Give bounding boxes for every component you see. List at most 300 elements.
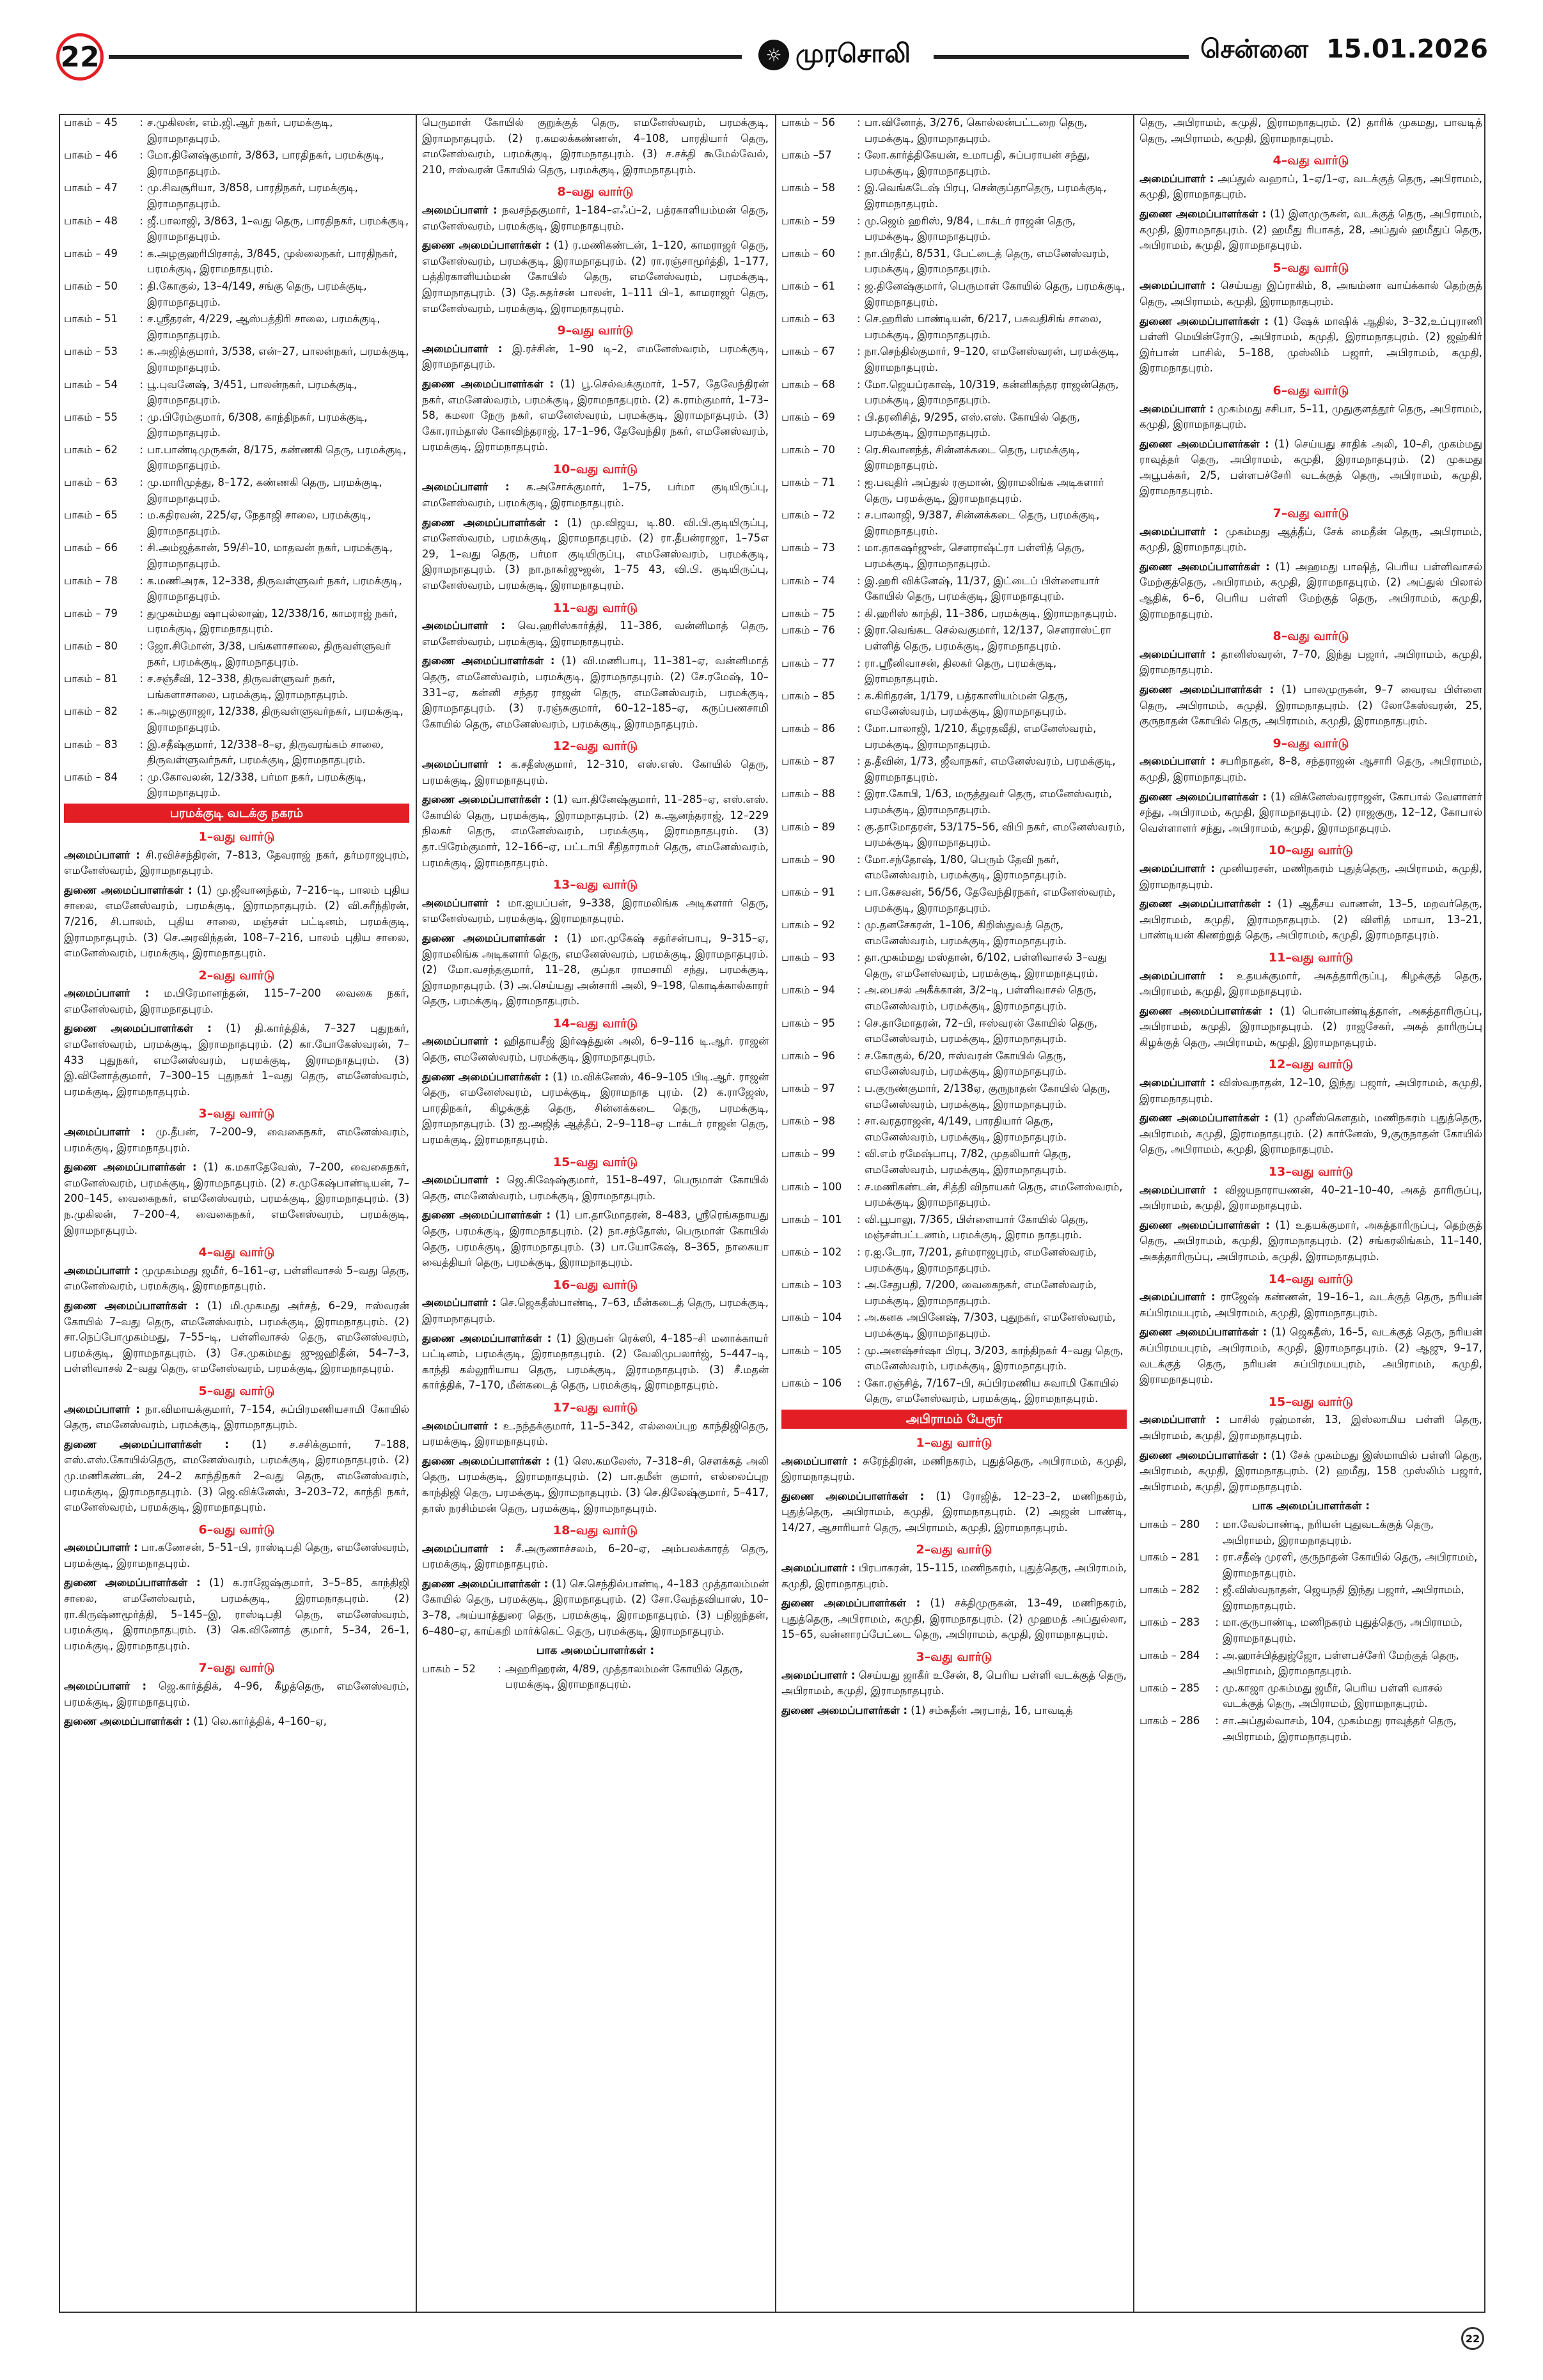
organizer-label: அமைப்பாளர் : xyxy=(422,896,501,909)
ward-heading: 12–வது வார்டு xyxy=(1268,1057,1354,1072)
bagam-row xyxy=(781,786,1127,818)
colon-separator: : xyxy=(857,574,861,587)
bagam-row xyxy=(64,671,409,703)
deputy-organizers-entry xyxy=(1140,1325,1482,1387)
organizer-label: அமைப்பாளர் : xyxy=(422,481,510,494)
colon-separator: : xyxy=(857,853,861,866)
bagam-row xyxy=(64,606,409,637)
bagam-text: கோ.ரஞ்சித், 7/167–பி, சுப்பிரமணிய சுவாமி கோயில் தெரு, எமனேஸ்வரம், பரமக்குடி, இராமநாதபுரம். xyxy=(865,1376,1119,1405)
colon-separator: : xyxy=(857,476,861,489)
colon-separator: : xyxy=(857,1115,861,1128)
bagam-label: பாகம் – 59 xyxy=(781,214,835,227)
deputy-label: துணை அமைப்பாளர்கள் : xyxy=(422,516,559,529)
colon-separator: : xyxy=(857,1344,861,1357)
bagam-label: பாகம் – 97 xyxy=(781,1082,835,1095)
organizer-entry xyxy=(64,1540,409,1571)
deputy-text: (1) லெ.கார்த்திக், 4–160–ஏ, xyxy=(190,1715,327,1728)
deputy-label: துணை அமைப்பாளர்கள் : xyxy=(1140,560,1270,573)
ward-heading: 7–வது வார்டு xyxy=(198,1661,275,1676)
organizer-text: அப்துல் வஹாப், 1–ஏ/1–ஏ, வடக்குத் தெரு, அபிராமம், கமுதி, இராமநாதபுரம். xyxy=(1140,172,1482,201)
bagam-label: பாகம் – 73 xyxy=(781,541,835,554)
colon-separator: : xyxy=(857,885,861,898)
deputy-label: துணை அமைப்பாளர்கள் : xyxy=(422,1209,551,1222)
bagam-text: இ.ஹரி விக்னேஷ், 11/37, இட்டைப் பிள்ளையார் கோயில் தெரு, பரமக்குடி, இராமநாதபுரம். xyxy=(865,574,1100,603)
bagam-row xyxy=(64,214,409,245)
deputy-organizers-entry xyxy=(422,238,769,316)
bagam-row xyxy=(781,508,1127,539)
bagam-label: பாகம் – 60 xyxy=(781,247,835,260)
organizer-label: அமைப்பாளர் : xyxy=(1140,755,1216,768)
bagam-text: ச.பாலாஜி, 9/387, சின்னக்கடை தெரு, பரமக்குடி, இராமநாதபுரம். xyxy=(865,509,1100,537)
bagam-label: பாகம் – 70 xyxy=(781,443,835,456)
bagam-row xyxy=(64,573,409,605)
bagam-text: ஜ.தினேஷ்குமார், பெருமாள் கோயில் தெரு, பரமக்குடி, இராமநாதபுரம். xyxy=(865,279,1125,308)
bagam-text: இரா.வெங்கட செல்வகுமார், 12/137, சௌராஸ்ட்ரா பள்ளித் தெரு, பரமக்குடி, இராமநாதபுரம். xyxy=(865,624,1111,652)
ward-heading: 9–வது வார்டு xyxy=(557,323,634,338)
bagam-label: பாகம் – 63 xyxy=(781,313,835,325)
column-divider xyxy=(775,115,776,2312)
bagam-text: செ.ஹரிஸ் பாண்டியன், 6/217, பசுவதிசிங் சாலை, பரமக்குடி, இராமநாதபுரம். xyxy=(865,313,1102,341)
deputy-text: (1) தி.கார்த்திக், 7–327 புதுநகர், எமனேஸ்வரம், பரமக்குடி, இராமநாதபுரம். (2) கா.யோகேஸ்வரன், 7–433 புதுநகர், எமனேஸ்வரம், பரமக்குடி, இராமநாதபுரம். (3) இ.வினோத்குமார், 7–300–15 புதுநகர் 1–வது தெரு, எமனேஸ்வரம், பரமக்குடி, இராமநாதபுரம். xyxy=(64,1022,409,1098)
bagam-row xyxy=(64,508,409,539)
bagam-label: பாகம் – 82 xyxy=(64,705,118,718)
bagam-row xyxy=(64,442,409,474)
organizer-entry xyxy=(64,986,409,1017)
colon-separator: : xyxy=(857,1147,861,1160)
bagam-label: பாகம் – 282 xyxy=(1140,1583,1200,1596)
bagam-text: மா.வேல்பாண்டி, நரியன் புதுவடக்குத் தெரு, அபிராமம், இராமநாதபுரம். xyxy=(1223,1518,1434,1546)
deputy-organizers-entry xyxy=(422,515,769,594)
bagam-row xyxy=(781,606,1127,622)
organizer-text: தானிஸ்வரன், 7–70, இந்து பஜார், அபிராமம், கமுதி, இராமநாதபுரம். xyxy=(1140,648,1482,676)
colon-separator: : xyxy=(857,1049,861,1062)
colon-separator: : xyxy=(857,1311,861,1324)
bagam-row xyxy=(781,377,1127,408)
organizer-entry xyxy=(1140,647,1482,678)
bagam-text: க.அழகுஹரிபிரசாத், 3/845, முல்லைநகர், பாரதிநகர், பரமக்குடி, இராமநாதபுரம். xyxy=(147,247,398,276)
organizer-entry xyxy=(422,1172,769,1204)
deputy-text: (1) க.ராஜேஷ்குமார், 3–5–85, காந்திஜி சாலை, எமனேஸ்வரம், பரமக்குடி, இராமநாதபுரம். (2) ரா.கிருஷ்ணமூர்த்தி, 5–145–இ, ராஸ்டிபதி தெரு, எமனேஸ்வரம், பரமக்குடி, இராமநாதபுரம். (3) கெ.வினோத் குமார், 5–34, 26–1, பரமக்குடி, இராமநாதபுரம். xyxy=(64,1576,409,1652)
column-3 xyxy=(781,115,1127,2308)
organizer-entry xyxy=(64,1124,409,1156)
bagam-row xyxy=(1140,1648,1482,1679)
deputy-organizers-entry xyxy=(1140,437,1482,499)
bagam-label: பாகம் – 47 xyxy=(64,182,118,194)
bagam-text: மு.பிரேம்குமார், 6/308, காந்திநகர், பரமக்குடி, இராமநாதபுரம். xyxy=(147,410,368,439)
organizer-text: முமுகம்மது ஜமீர், 6–161–ஏ, பள்ளிவாசல் 5–வது தெரு, எமனேஸ்வரம், பரமக்குடி, இராமநாதபுரம். xyxy=(64,1264,409,1293)
organizer-entry xyxy=(422,341,769,373)
deputy-label: துணை அமைப்பாளர்கள் : xyxy=(422,793,549,806)
deputy-organizers-entry xyxy=(422,377,769,455)
ward-heading: 15–வது வார்டு xyxy=(552,1155,638,1169)
deputy-text: (1) மு.ஜீவானந்தம், 7–216–டி, பாலம் புதிய சாலை, எமனேஸ்வரம், பரமக்குடி, இராமநாதபுரம். (2) வி.சுரீந்திரன், 7/216, சி.பாலம், புதிய சாலை, மஞ்சள் பட்டினம், பரமக்குடி, இராமநாதபுரம். (3) செ.அரவிந்தன், 108–7–216, பாலம் புதிய சாலை, எமனேஸ்வரம், பரமக்குடி, இராமநாதபுரம். xyxy=(64,883,409,960)
bagam-row xyxy=(781,311,1127,343)
bagam-row xyxy=(1140,1550,1482,1581)
colon-separator: : xyxy=(857,279,861,292)
colon-separator: : xyxy=(857,214,861,227)
bagam-label: பாகம் – 84 xyxy=(64,770,118,783)
deputy-label: துணை அமைப்பாளர்கள் : xyxy=(1140,315,1269,327)
organizer-label: அமைப்பாளர் : xyxy=(1140,172,1214,185)
deputy-label: துணை அமைப்பாளர்கள் : xyxy=(422,655,555,667)
colon-separator: : xyxy=(857,509,861,522)
bagam-text: மோ.ஜெயப்ரகாஷ், 10/319, கன்னிகந்தர ராஜன்தெரு, பரமக்குடி, இராமநாதபுரம். xyxy=(865,378,1119,407)
bagam-row xyxy=(64,770,409,801)
bagam-section-title: பாக அமைப்பாளர்கள் : xyxy=(1251,1500,1370,1513)
bagam-row xyxy=(422,1661,769,1693)
bagam-label: பாகம் – 87 xyxy=(781,755,835,768)
deputy-label: துணை அமைப்பாளர்கள் : xyxy=(1140,1112,1269,1124)
ward-heading: 8–வது வார்டு xyxy=(1273,629,1349,644)
deputy-text: (1) மா.முகேஷ் சதர்சன்பாபு, 9–315–ஏ, இராமலிங்க அடிகளார் தெரு, எமனேஸ்வரம், பரமக்குடி, இராமநாதபுரம். (2) மோ.வசந்தகுமார், 11–28, குப்தா ராமசாமி சந்து, பரமக்குடி, இராமநாதபுரம். (3) அ.செய்யது அன்சாரி அலி, 9–198, கொடிக்கால்காரர் தெரு, பரமக்குடி, இராமநாதபுரம். xyxy=(422,931,769,1007)
bagam-text: ச.முகிலன், எம்.ஜி.ஆர் நகர், பரமக்குடி, இராமநாதபுரம். xyxy=(147,116,333,144)
organizer-label: அமைப்பாளர் : xyxy=(422,1035,498,1048)
bagam-label: பாகம் – 71 xyxy=(781,476,835,489)
organizer-label: அமைப்பாளர் : xyxy=(1140,1183,1218,1196)
organizer-label: அமைப்பாளர் : xyxy=(422,1542,505,1555)
deputy-text: (1) ச.சசிக்குமார், 7–188, எஸ்.எஸ்.கோயில்தெரு, எமனேஸ்வரம், பரமக்குடி, இராமநாதபுரம். (2) மு.மணிகண்டன், 24–2 காந்திநகர் 2–வது தெரு, எமனேஸ்வரம், பரமக்குடி, இராமநாதபுரம். (3) ஜெ.விக்னேஸ், 3–203–72, காந்தி நகர், எமனேஸ்வரம், பரமக்குடி, இராமநாதபுரம். xyxy=(64,1438,409,1514)
colon-separator: : xyxy=(139,574,143,587)
colon-separator: : xyxy=(1215,1681,1219,1694)
ward-heading: 1–வது வார்டு xyxy=(916,1435,992,1450)
ward-heading: 10–வது வார்டு xyxy=(1268,843,1354,858)
deputy-organizers-entry xyxy=(422,1331,769,1394)
organizer-text: க.அசோக்குமார், 1–75, பர்மா குடியிருப்பு, எமனேஸ்வரம், பரமக்குடி, இராமநாதபுரம். xyxy=(422,481,769,509)
organizer-label: அமைப்பாளர் : xyxy=(781,1454,858,1467)
bagam-label: பாகம் – 106 xyxy=(781,1376,842,1389)
bagam-row xyxy=(1140,1681,1482,1712)
bagam-text: மா.தாகஷர்ஜுன், சௌராஷ்ட்ரா பள்ளித் தெரு, பரமக்குடி, இராமநாதபுரம். xyxy=(865,541,1085,570)
bagam-row xyxy=(781,540,1127,572)
bagam-text: ரா.ஸ்ரீனிவாசன், திலகர் தெரு, பரமக்குடி, இராமநாதபுரம். xyxy=(865,657,1057,685)
deputy-label: துணை அமைப்பாளர்கள் : xyxy=(64,1022,212,1035)
colon-separator: : xyxy=(857,657,861,669)
bagam-text: கி.ஹரிஸ் காந்தி, 11–386, பரமக்குடி, இராமநாதபுரம். xyxy=(865,607,1117,619)
bagam-text: ரெ.சிவானந்த், சின்னக்கடை தெரு, பரமக்குடி, இராமநாதபுரம். xyxy=(865,443,1080,472)
deputy-text: (1) அஹமது பாஷித், பெரிய பள்ளிவாசல் மேற்குத்தெரு, அபிராமம், கமுதி, இராமநாதபுரம். (2) அப்துல் பிலால் ஆதிக், 6–6, பெரிய பள்ளி மேற்குத் தெரு, அபிராமம், கமுதி, இராமநாதபுரம். xyxy=(1140,560,1482,620)
colon-separator: : xyxy=(1215,1518,1219,1530)
organizer-label: அமைப்பாளர் : xyxy=(1140,1077,1215,1089)
bagam-label: பாகம் – 96 xyxy=(781,1049,835,1062)
bagam-row xyxy=(781,246,1127,277)
organizer-entry xyxy=(64,1402,409,1433)
bagam-row xyxy=(64,540,409,572)
deputy-organizers-entry xyxy=(64,1714,409,1730)
bagam-label: பாகம் – 69 xyxy=(781,410,835,423)
bagam-row xyxy=(781,1310,1127,1341)
bagam-row xyxy=(64,639,409,670)
deputy-label: துணை அமைப்பாளர்கள் : xyxy=(422,1332,552,1344)
bagam-text: மு.காஜா முகம்மது ஜமீர், பெரிய பள்ளி வாசல் வடக்குத் தெரு, அபிராமம், இராமநாதபுரம். xyxy=(1223,1681,1443,1710)
deputy-label: துணை அமைப்பாளர்கள் : xyxy=(1140,207,1267,220)
organizer-entry xyxy=(1140,968,1482,1000)
bagam-label: பாகம் – 93 xyxy=(781,951,835,964)
deputy-text: (1) பூ.செல்வக்குமார், 1–57, தேவேந்திரன் நகர், எமனேஸ்வரம், பரமக்குடி, இராமநாதபுரம். (2) க.ராம்குமார், 1–73–58, கமலா நேரு நகர், எமனேஸ்வரம், பரமக்குடி, இராமநாதபுரம். (3) கோ.ராம்தாஸ் கோவிந்தராஜ், 17–1–96, தேவேந்திர நகர், எமனேஸ்வரம், பரமக்குடி, இராமநாதபுரம். xyxy=(422,377,769,453)
bagam-text: ஐ.பவுதிர் அப்துல் ரகுமான், இராமலிங்க அடிகளார் தெரு, பரமக்குடி, இராமநாதபுரம். xyxy=(865,476,1104,504)
bagam-row xyxy=(1140,1713,1482,1745)
bagam-text: ரா.சதீஷ் முரளி, குருநாதன் கோயில் தெரு, அபிராமம், இராமநாதபுரம். xyxy=(1223,1551,1478,1579)
bagam-row xyxy=(781,656,1127,687)
deputy-label: துணை அமைப்பாளர்கள் : xyxy=(64,883,192,896)
bagam-row xyxy=(64,246,409,277)
bagam-text: பா.கேசவன், 56/56, தேவேந்திரநகர், எமனேஸ்வரம், பரமக்குடி, இராமநாதபுரம். xyxy=(865,885,1116,914)
organizer-label: அமைப்பாளர் : xyxy=(422,342,503,355)
organizer-text: வெ.ஹரிஸ்கார்த்தி, 11–386, வன்னிமாத் தெரு, எமனேஸ்வரம், பரமக்குடி, இராமநாதபுரம். xyxy=(422,619,769,648)
organizer-entry xyxy=(1140,278,1482,309)
bagam-row xyxy=(781,885,1127,916)
bagam-label: பாகம் – 81 xyxy=(64,673,118,685)
section-title-abiramam: அபிராமம் பேரூர் xyxy=(781,1410,1127,1429)
organizer-text: பிரபாகரன், 15–115, மணிநகரம், புதுத்தெரு, அபிராமம், கமுதி, இராமநாதபுரம். xyxy=(781,1562,1127,1590)
colon-separator: : xyxy=(1215,1551,1219,1564)
colon-separator: : xyxy=(1215,1583,1219,1596)
column-1 xyxy=(64,115,409,2308)
bagam-text: மோ.சந்தோஷ், 1/80, பெரும் தேவி நகர், எமனேஸ்வரம், பரமக்குடி, இராமநாதபுரம். xyxy=(865,853,1067,882)
bagam-row xyxy=(64,148,409,179)
bagam-text: ச.கோகுல், 6/20, ஈஸ்வரன் கோயில் தெரு, எமனேஸ்வரம், பரமக்குடி, இராமநாதபுரம். xyxy=(865,1049,1067,1078)
deputy-organizers-entry xyxy=(1140,206,1482,254)
organizer-label: அமைப்பாளர் : xyxy=(1140,525,1218,538)
bagam-label: பாகம் – 98 xyxy=(781,1115,835,1128)
bagam-row xyxy=(781,1146,1127,1178)
colon-separator: : xyxy=(139,476,143,489)
bagam-text: அ.பைசல் அகீக்கான், 3/2–டி, பள்ளிவாசல் தெரு, எமனேஸ்வரம், பரமக்குடி, இராமநாதபுரம். xyxy=(865,984,1097,1013)
organizer-entry xyxy=(1140,1183,1482,1214)
bagam-text: மா.குருபாண்டி, மணிநகரம் புதுத்தெரு, அபிராமம், இராமநாதபுரம். xyxy=(1223,1616,1463,1645)
edition-info xyxy=(1189,35,1488,67)
bagam-text: மு.மாரிமுத்து, 8–172, கண்ணகி தெரு, பரமக்குடி, இராமநாதபுரம். xyxy=(147,476,382,504)
deputy-text: (1) க.மகாதேவேஸ், 7–200, வைகைநகர், எமனேஸ்வரம், பரமக்குடி, இராமநாதபுரம். (2) ச.முகேஷ்பாண்டியன், 7–200–145, வைகைநகர், எமனேஸ்வரம், பரமக்குடி, இராமநாதபுரம். (3) ந.முகிலன், 7–200–4, வைகைநகர், எமனேஸ்வரம், பரமக்குடி, இராமநாதபுரம். xyxy=(64,1161,409,1236)
bagam-text: துமுகம்மது ஷாபுல்லாஹ், 12/338/16, காமராஜ் நகர், பரமக்குடி, இராமநாதபுரம். xyxy=(147,607,398,635)
column-2 xyxy=(422,115,769,2308)
organizer-entry xyxy=(781,1668,1127,1699)
deputy-label: துணை அமைப்பாளர்கள் : xyxy=(64,1299,200,1312)
bagam-row xyxy=(781,1048,1127,1080)
deputy-text: (1) ரோஜித், 12–23–2, மணிநகரம், புதுத்தெரு, அபிராமம், கமுதி, இராமநாதபுரம். (2) அஜன் பாண்டி, 14/27, ஆசாரியார் தெரு, அபிராமம், கமுதி, இராமநாதபுரம். xyxy=(781,1489,1127,1534)
colon-separator: : xyxy=(857,378,861,391)
organizer-text: ஜெ.கிஷேஷ்குமார், 151–8–497, பெருமாள் கோயில் தெரு, எமனேஸ்வரம், பரமக்குடி, இராமநாதபுரம். xyxy=(422,1174,769,1202)
bagam-label: பாகம் – 79 xyxy=(64,607,118,619)
deputy-label: துணை அமைப்பாளர்கள் : xyxy=(422,1070,549,1083)
bagam-text: அ.ஹாச்பித்துஜ்ஜோ, பள்ளபச்சேரி மேற்குத் தெரு, அபிராமம், இராமநாதபுரம். xyxy=(1223,1649,1459,1677)
deputy-text: (1) ஸெ.கமலேஸ், 7–318–சி, சௌக்கத் அலி தெரு, பரமக்குடி, இராமநாதபுரம். (2) பா.தமீன் குமார், எல்லைப்புற காந்திஜி தெரு, பரமக்குடி, இராமநாதபுரம். (3) செ.திலேஷ்குமார், 5–417, தாஸ் நரசிம்மன் தெரு, பரமக்குடி, இராமநாதபுரம். xyxy=(422,1454,769,1514)
bagam-label: பாகம் – 46 xyxy=(64,149,118,162)
bagam-text: செ.தாமோதரன், 72–பி, ஈஸ்வரன் கோயில் தெரு, எமனேஸ்வரம், பரமக்குடி, இராமநாதபுரம். xyxy=(865,1016,1098,1045)
deputy-text: (1) மி.முகமது அர்சத், 6–29, ஈஸ்வரன் கோயில் 7–வது தெரு, எமனேஸ்வரம், பரமக்குடி, இராமநாதபுரம். (2) சா.நெப்போமுகம்மது, 7–55–டி, பள்ளிவாசல் தெரு, எமனேஸ்வரம், பரமக்குடி, இராமநாதபுரம். (3) சே.முகம்மது ஜுஜஹிதீன், 54–7–3, பள்ளிவாசல் 2–வது தெரு, எமனேஸ்வரம், பரமக்குடி, இராமநாதபுரம். xyxy=(64,1299,409,1375)
deputy-organizers-entry xyxy=(1140,682,1482,729)
bagam-row xyxy=(64,180,409,212)
bagam-text: க.மணிஅரசு, 12–338, திருவள்ளுவர் நகர், பரமக்குடி, இராமநாதபுரம். xyxy=(147,574,402,603)
bagam-text: மு.ஜெம் ஹரிஸ், 9/84, டாக்டர் ராஜன் தெரு, பரமக்குடி, இராமநாதபுரம். xyxy=(865,214,1076,243)
ward-heading: 1–வது வார்டு xyxy=(198,829,275,844)
colon-separator: : xyxy=(857,247,861,260)
ward-heading: 4–வது வார்டு xyxy=(198,1245,275,1260)
ward-heading: 11–வது வார்டு xyxy=(552,600,638,615)
colon-separator: : xyxy=(857,1213,861,1225)
organizer-text: முகம்மது சசிபா, 5–11, முதுகுளத்தூர் தெரு, அபிராமம், கமுதி, இராமநாதபுரம். xyxy=(1140,402,1482,431)
edition-date: 15.01.2026 xyxy=(1326,35,1488,64)
deputy-text: (1) ஜெகதீஸ், 16–5, வடக்குத் தெரு, நரியன் சுப்பிரமயபுரம், அபிராமம், கமுதி, இராமநாதபுரம். (2) ஆஜு, 9–17, வடக்குத் தெரு, நரியன் சுப்பிரமயபுரம், அபிராமம், கமுதி, இராமநாதபுரம். xyxy=(1140,1326,1482,1386)
colon-separator: : xyxy=(139,116,143,128)
bagam-text: மு.கோவலன், 12/338, பர்மா நகர், பரமக்குடி, இராமநாதபுரம். xyxy=(147,770,366,799)
ward-heading: 16–வது வார்டு xyxy=(552,1277,638,1292)
organizer-entry xyxy=(422,203,769,234)
deputy-organizers-entry xyxy=(64,1021,409,1100)
bagam-text: இ.வெங்கடேஷ் பிரபு, சென்குப்தாதெரு, பரமக்குடி, இராமநாதபுரம். xyxy=(865,182,1107,210)
bagam-label: பாகம் – 54 xyxy=(64,378,118,391)
bagam-row xyxy=(781,950,1127,981)
bagam-label: பாகம் – 86 xyxy=(781,722,835,735)
bagam-label: பாகம் – 91 xyxy=(781,885,835,898)
colon-separator: : xyxy=(857,410,861,423)
deputy-label: துணை அமைப்பாளர்கள் : xyxy=(422,377,554,390)
sun-emblem-icon: ☼ xyxy=(758,40,789,70)
bagam-text: ச.ஸ்ரீதரன், 4/229, ஆஸ்பத்திரி சாலை, பரமக்குடி, இராமநாதபுரம். xyxy=(147,313,380,341)
bagam-label: பாகம் – 61 xyxy=(781,279,835,292)
colon-separator: : xyxy=(857,1279,861,1291)
ward-heading: 5–வது வார்டு xyxy=(1273,260,1349,275)
bagam-row xyxy=(64,704,409,735)
organizer-entry xyxy=(1140,1412,1482,1443)
colon-separator: : xyxy=(139,738,143,751)
colon-separator: : xyxy=(139,640,143,652)
bagam-row xyxy=(64,279,409,310)
bagam-label: பாகம் – 280 xyxy=(1140,1518,1200,1530)
bagam-label: பாகம் – 99 xyxy=(781,1147,835,1160)
deputy-organizers-entry xyxy=(422,653,769,732)
colon-separator: : xyxy=(857,624,861,637)
colon-separator: : xyxy=(857,1082,861,1095)
bagam-text: பூ.புவனேஷ், 3/451, பாலன்நகர், பரமக்குடி, இராமநாதபுரம். xyxy=(147,378,357,407)
bagam-row xyxy=(781,148,1127,179)
bagam-label: பாகம் – 48 xyxy=(64,214,118,227)
deputy-organizers-entry xyxy=(1140,789,1482,837)
bagam-text: சா.அப்துல்வாசம், 104, முகம்மது ராவுத்தர் தெரு, அபிராமம், இராமநாதபுரம். xyxy=(1223,1715,1457,1743)
organizer-entry xyxy=(64,848,409,879)
bagam-text: பி.தரனிசித், 9/295, எஸ்.எஸ். கோயில் தெரு, பரமக்குடி, இராமநாதபுரம். xyxy=(865,410,1081,439)
bagam-row xyxy=(64,737,409,768)
continued-text: பெருமாள் கோயில் குறுக்குத் தெரு, எமனேஸ்வரம், பரமக்குடி, இராமநாதபுரம். (2) ர.கமலக்கண்ணன், 4–108, பாரதியார் தெரு, எமனேஸ்வரம், பரமக்குடி, இராமநாதபுரம். (3) ச.சக்தி கூமேல்வேல், 210, ஈஸ்வரன் கோயில் தெரு, பரமக்குடி, இராமநாதபுரம். xyxy=(422,116,769,176)
bagam-label: பாகம் – 68 xyxy=(781,378,835,391)
ward-heading: 12–வது வார்டு xyxy=(552,739,638,754)
organizer-text: உ.நந்தக்குமார், 11–5–342, எல்லைப்புற காந்திஜிதெரு, பரமக்குடி, இராமநாதபுரம். xyxy=(422,1419,769,1448)
deputy-label: துணை அமைப்பாளர்கள் : xyxy=(1140,1218,1270,1231)
bagam-label: பாகம் – 66 xyxy=(64,541,118,554)
deputy-organizers-entry xyxy=(1140,1110,1482,1158)
deputy-text: (1) இருபன் ரெக்ஸி, 4–185–சி மனாக்காயர் பட்டினம், பரமக்குடி, இராமநாதபுரம். (2) வேலிமுபலார்ஜ், 5–447–டி, காந்தி கல்லூரியாய தெரு, பரமக்குடி, இராமநாதபுரம். (3) சீ.மதன் கார்த்திக், 7–170, மீன்கடைத் தெரு, பரமக்குடி, இராமநாதபுரம். xyxy=(422,1332,769,1392)
colon-separator: : xyxy=(139,182,143,194)
bagam-label: பாகம் – 89 xyxy=(781,820,835,833)
ward-heading: 10–வது வார்டு xyxy=(552,462,638,476)
organizer-text: பாசில் ரஹ்மான், 13, இஸ்லாமிய பள்ளி தெரு, அபிராமம், கமுதி, இராமநாதபுரம். xyxy=(1140,1413,1482,1442)
organizer-text: விஸ்வநாதன், 12–10, இந்து பஜார், அபிராமம், கமுதி, இராமநாதபுரம். xyxy=(1140,1077,1482,1105)
footer-page-number: 22 xyxy=(1461,2327,1484,2350)
colon-separator: : xyxy=(857,1376,861,1389)
bagam-row xyxy=(781,1376,1127,1407)
deputy-label: துணை அமைப்பாளர்கள் : xyxy=(422,1577,549,1590)
organizer-entry xyxy=(1140,1289,1482,1321)
organizer-text: சீ.அருணாச்சலம், 6–20–ஏ, அம்பலக்காரத் தெரு, பரமக்குடி, இராமநாதபுரம். xyxy=(422,1542,769,1571)
bagam-label: பாகம் – 88 xyxy=(781,788,835,800)
organizer-entry xyxy=(64,1679,409,1710)
bagam-row xyxy=(64,475,409,506)
deputy-organizers-entry xyxy=(781,1489,1127,1536)
ward-heading: 3–வது வார்டு xyxy=(916,1650,992,1665)
deputy-organizers-entry xyxy=(1140,1448,1482,1495)
colon-separator: : xyxy=(139,673,143,685)
colon-separator: : xyxy=(139,313,143,325)
bagam-label: பாகம் – 52 xyxy=(422,1662,476,1675)
organizer-text: முனியரசன், மணிநகரம் புதுத்தெரு, அபிராமம், கமுதி, இராமநாதபுரம். xyxy=(1140,862,1482,891)
ward-heading: 2–வது வார்டு xyxy=(198,968,275,983)
deputy-text: (1) சேக் முகம்மது இஸ்மாயில் பள்ளி தெரு, அபிராமம், கமுதி, இராமநாதபுரம். (2) ஹமீது, 158 முஸ்லிம் பஜார், அபிராமம், கமுதி, இராமநாதபுரம். xyxy=(1140,1449,1482,1493)
deputy-label: துணை அமைப்பாளர்கள் : xyxy=(781,1704,908,1716)
organizer-entry xyxy=(1140,754,1482,785)
bagam-text: சி.அம்ஜத்கான், 59/சி–10, மாதவன் நகர், பரமக்குடி, இராமநாதபுரம். xyxy=(147,541,393,570)
bagam-text: பா.பாண்டிமுருகன், 8/175, கண்ணகி தெரு, பரமக்குடி, இராமநாதபுரம். xyxy=(147,443,407,472)
organizer-label: அமைப்பாளர் : xyxy=(781,1562,856,1575)
bagam-text: லோ.கார்த்திகேயன், உமாபதி, சுப்பராயன் சந்து, பரமக்குடி, இராமநாதபுரம். xyxy=(865,149,1090,177)
organizer-text: செய்யது இப்ராகிம், 8, அஙம்னா வாய்க்கால் தெற்குத் தெரு, அபிராமம், கமுதி, இராமநாதபுரம். xyxy=(1140,279,1482,307)
organizer-entry xyxy=(1140,861,1482,892)
bagam-label: பாகம் – 85 xyxy=(781,689,835,702)
organizer-entry xyxy=(1140,524,1482,556)
bagam-label: பாகம் – 103 xyxy=(781,1279,842,1291)
colon-separator: : xyxy=(857,149,861,162)
ward-heading: 13–வது வார்டு xyxy=(552,878,638,892)
organizer-entry xyxy=(1140,171,1482,203)
organizer-text: மா.ஐயப்பன், 9–338, இராமலிங்க அடிகளார் தெரு, எமனேஸ்வரம், பரமக்குடி, இராமநாதபுரம். xyxy=(422,896,769,925)
colon-separator: : xyxy=(857,541,861,554)
colon-separator: : xyxy=(139,410,143,423)
bagam-row xyxy=(64,410,409,441)
bagam-label: பாகம் – 55 xyxy=(64,410,118,423)
deputy-text: (1) விக்னேஸ்வரராஜன், கோபால் வேளாளர் சந்து, அபிராமம், கமுதி, இராமநாதபுரம். (2) ராஜகுரு, 12–12, கோபால் வெள்ளாளர் சந்து, அபிராமம், கமுதி, இராமநாதபுரம். xyxy=(1140,790,1482,834)
colon-separator: : xyxy=(857,607,861,619)
ward-heading: 2–வது வார்டு xyxy=(916,1543,992,1557)
organizer-label: அமைப்பாளர் : xyxy=(1140,1291,1216,1303)
bagam-row xyxy=(781,115,1127,146)
organizer-text: விஜயநாராயணன், 40–21–10–40, அகத் தாரிருப்பு, அபிராமம், கமுதி, இராமநாதபுரம். xyxy=(1140,1183,1482,1212)
organizer-text: சுரேந்திரன், மணிநகரம், புதுத்தெரு, அபிராமம், கமுதி, இராமநாதபுரம். xyxy=(781,1454,1127,1483)
bagam-label: பாகம் – 83 xyxy=(64,738,118,751)
ward-heading: 13–வது வார்டு xyxy=(1268,1165,1354,1179)
deputy-label: துணை அமைப்பாளர்கள் : xyxy=(1140,683,1274,696)
bagam-row xyxy=(781,754,1127,785)
colon-separator: : xyxy=(857,984,861,997)
organizer-entry xyxy=(422,757,769,788)
column-divider xyxy=(416,115,417,2312)
bagam-row xyxy=(1140,1517,1482,1548)
bagam-text: க.அழகுராஜா, 12/338, திருவள்ளுவர்நகர், பரமக்குடி, இராமநாதபுரம். xyxy=(147,705,403,733)
bagam-label: பாகம் – 63 xyxy=(64,476,118,489)
bagam-text: சா.வரதராஜன், 4/149, பாரதியார் தெரு, எமனேஸ்வரம், பரமக்குடி, இராமநாதபுரம். xyxy=(865,1115,1067,1143)
organizer-entry xyxy=(422,1295,769,1326)
deputy-text: (1) சக்திமுருகன், 13–49, மணிநகரம், புதுத்தெரு, அபிராமம், கமுதி, இராமநாதபுரம். (2) முஹமத் அப்துல்லா, 15–65, வன்னாரப்பேட்டை தெரு, அபிராமம், கமுதி, இராமநாதபுரம். xyxy=(781,1597,1127,1641)
deputy-organizers-entry xyxy=(422,1208,769,1270)
bagam-text: ர.ஐ.டேரா, 7/201, தர்மராஜபுரம், எமனேஸ்வரம், பரமக்குடி, இராமநாதபுரம். xyxy=(865,1245,1097,1274)
organizer-text: ஹிதாயசீஜ் இர்ஷத்துன் அலி, 6–9–116 டி.ஆர். ராஜன் தெரு, எமனேஸ்வரம், பரமக்குடி, இராமநாதபுரம். xyxy=(422,1035,769,1064)
deputy-organizers-entry xyxy=(1140,559,1482,622)
bagam-label: பாகம் – 105 xyxy=(781,1344,842,1357)
colon-separator: : xyxy=(497,1662,501,1675)
bagam-text: அ.கனக அபினேஷ், 7/303, புதுநகர், எமனேஸ்வரம், பரமக்குடி, இராமநாதபுரம். xyxy=(865,1311,1116,1339)
bagam-label: பாகம் – 67 xyxy=(781,345,835,358)
organizer-text: உதயக்குமார், அகத்தாரிருப்பு, கிழக்குத் தெரு, அபிராமம், கமுதி, இராமநாதபுரம். xyxy=(1140,969,1482,998)
bagam-label: பாகம் –57 xyxy=(781,149,832,162)
bagam-label: பாகம் – 51 xyxy=(64,313,118,325)
colon-separator: : xyxy=(857,820,861,833)
